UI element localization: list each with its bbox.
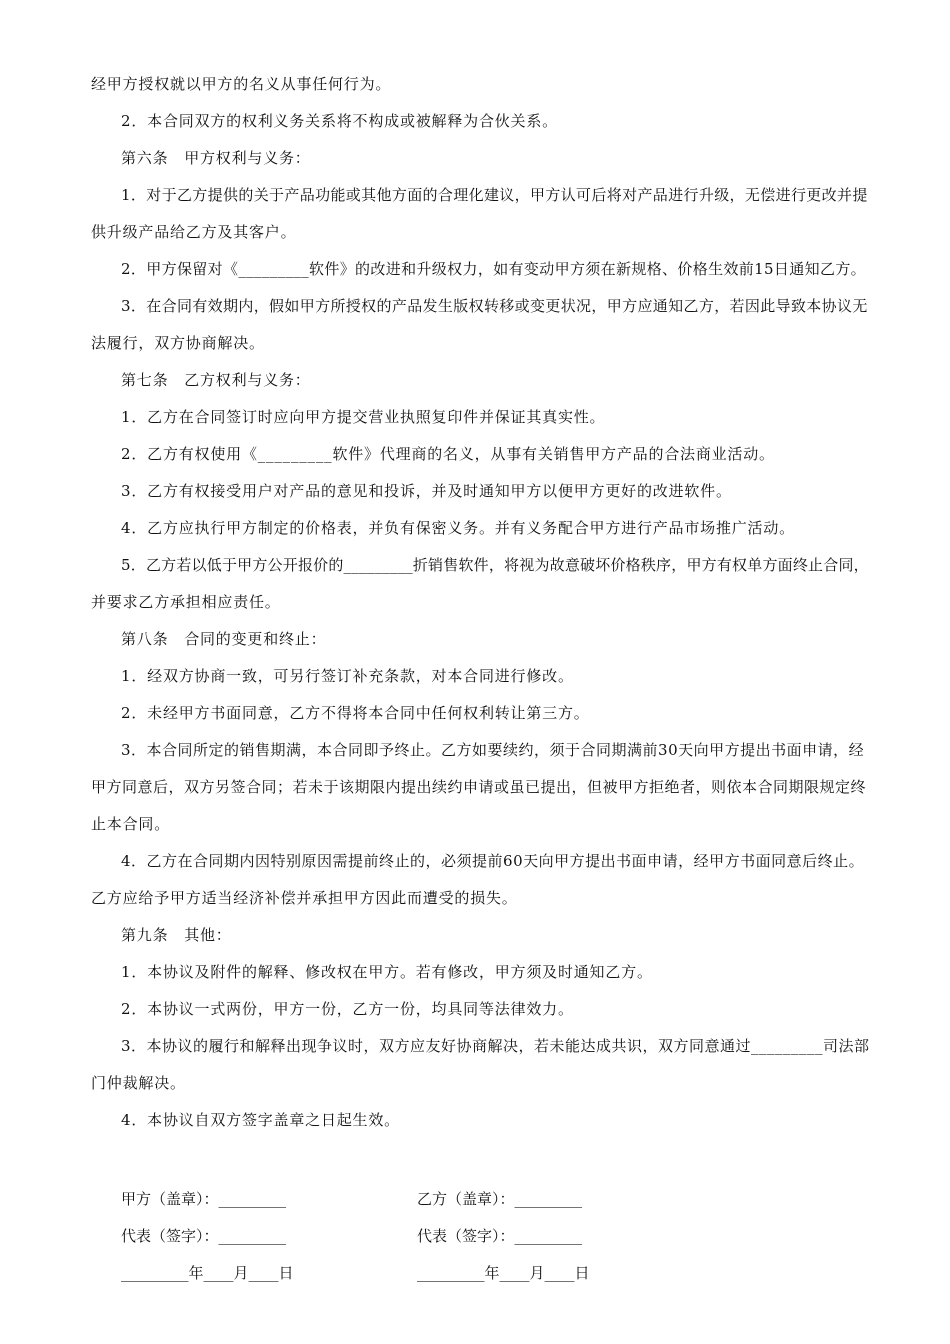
party-a-date-field: _________年____月____日	[121, 1264, 294, 1282]
text-line: 并要求乙方承担相应责任。	[91, 593, 281, 611]
text-line: 1．经双方协商一致，可另行签订补充条款，对本合同进行修改。	[121, 667, 574, 685]
party-b-seal-field: 乙方（盖章）：_________	[417, 1190, 583, 1208]
section-heading: 第七条 乙方权利与义务：	[121, 371, 311, 389]
text-line: 3．本合同所定的销售期满，本合同即予终止。乙方如要续约，须于合同期满前30天向甲方提出书面申请，经	[121, 741, 865, 759]
text-line: 4．乙方应执行甲方制定的价格表，并负有保密义务。并有义务配合甲方进行产品市场推广活动。	[121, 519, 795, 537]
text-line: 4．本协议自双方签字盖章之日起生效。	[121, 1111, 400, 1129]
text-line: 乙方应给予甲方适当经济补偿并承担甲方因此而遭受的损失。	[91, 889, 518, 907]
text-line: 2．本合同双方的权利义务关系将不构成或被解释为合伙关系。	[121, 112, 558, 130]
party-b-date-field: _________年____月____日	[417, 1264, 590, 1282]
text-line: 3．本协议的履行和解释出现争议时，双方应友好协商解决，若未能达成共识，双方同意通过_________司法部	[121, 1037, 870, 1055]
text-line: 2．本协议一式两份，甲方一份，乙方一份，均具同等法律效力。	[121, 1000, 574, 1018]
text-line: 5．乙方若以低于甲方公开报价的_________折销售软件，将视为故意破坏价格秩序，甲方有权单方面终止合同，	[121, 556, 869, 574]
signature-block	[121, 1181, 821, 1292]
party-a-representative-field: 代表（签字）：_________	[121, 1227, 287, 1245]
text-line: 供升级产品给乙方及其客户。	[91, 223, 297, 241]
text-line: 2．乙方有权使用《_________软件》代理商的名义，从事有关销售甲方产品的合法商业活动。	[121, 445, 775, 463]
text-line: 法履行，双方协商解决。	[91, 334, 265, 352]
text-line: 止本合同。	[91, 815, 171, 833]
section-heading: 第八条 合同的变更和终止：	[121, 630, 327, 648]
section-heading: 第九条 其他：	[121, 926, 232, 944]
text-line: 3．乙方有权接受用户对产品的意见和投诉，并及时通知甲方以便甲方更好的改进软件。	[121, 482, 732, 500]
text-line: 1．对于乙方提供的关于产品功能或其他方面的合理化建议，甲方认可后将对产品进行升级，无偿进行更改并提	[121, 186, 868, 204]
text-line: 经甲方授权就以甲方的名义从事任何行为。	[91, 75, 392, 93]
party-a-seal-field: 甲方（盖章）：_________	[121, 1190, 287, 1208]
text-line: 甲方同意后，双方另签合同；若未于该期限内提出续约申请或虽已提出，但被甲方拒绝者，则依本合同期限规定终	[91, 778, 867, 796]
signature-row-representative	[121, 1218, 821, 1255]
text-line: 4．乙方在合同期内因特别原因需提前终止的，必须提前60天向甲方提出书面申请，经甲方书面同意后终止。	[121, 852, 865, 870]
section-heading: 第六条 甲方权利与义务：	[121, 149, 311, 167]
text-line: 1．本协议及附件的解释、修改权在甲方。若有修改，甲方须及时通知乙方。	[121, 963, 653, 981]
signature-row-seal	[121, 1181, 821, 1218]
text-line: 2．未经甲方书面同意，乙方不得将本合同中任何权利转让第三方。	[121, 704, 590, 722]
signature-row-date	[121, 1255, 821, 1292]
text-line: 3．在合同有效期内，假如甲方所授权的产品发生版权转移或变更状况，甲方应通知乙方，若因此导致本协议无	[121, 297, 868, 315]
text-line: 2．甲方保留对《_________软件》的改进和升级权力，如有变动甲方须在新规格、价格生效前15日通知乙方。	[121, 260, 867, 278]
party-b-representative-field: 代表（签字）：_________	[417, 1227, 583, 1245]
text-line: 1．乙方在合同签订时应向甲方提交营业执照复印件并保证其真实性。	[121, 408, 606, 426]
contract-body	[91, 66, 871, 1139]
text-line: 门仲裁解决。	[91, 1074, 186, 1092]
